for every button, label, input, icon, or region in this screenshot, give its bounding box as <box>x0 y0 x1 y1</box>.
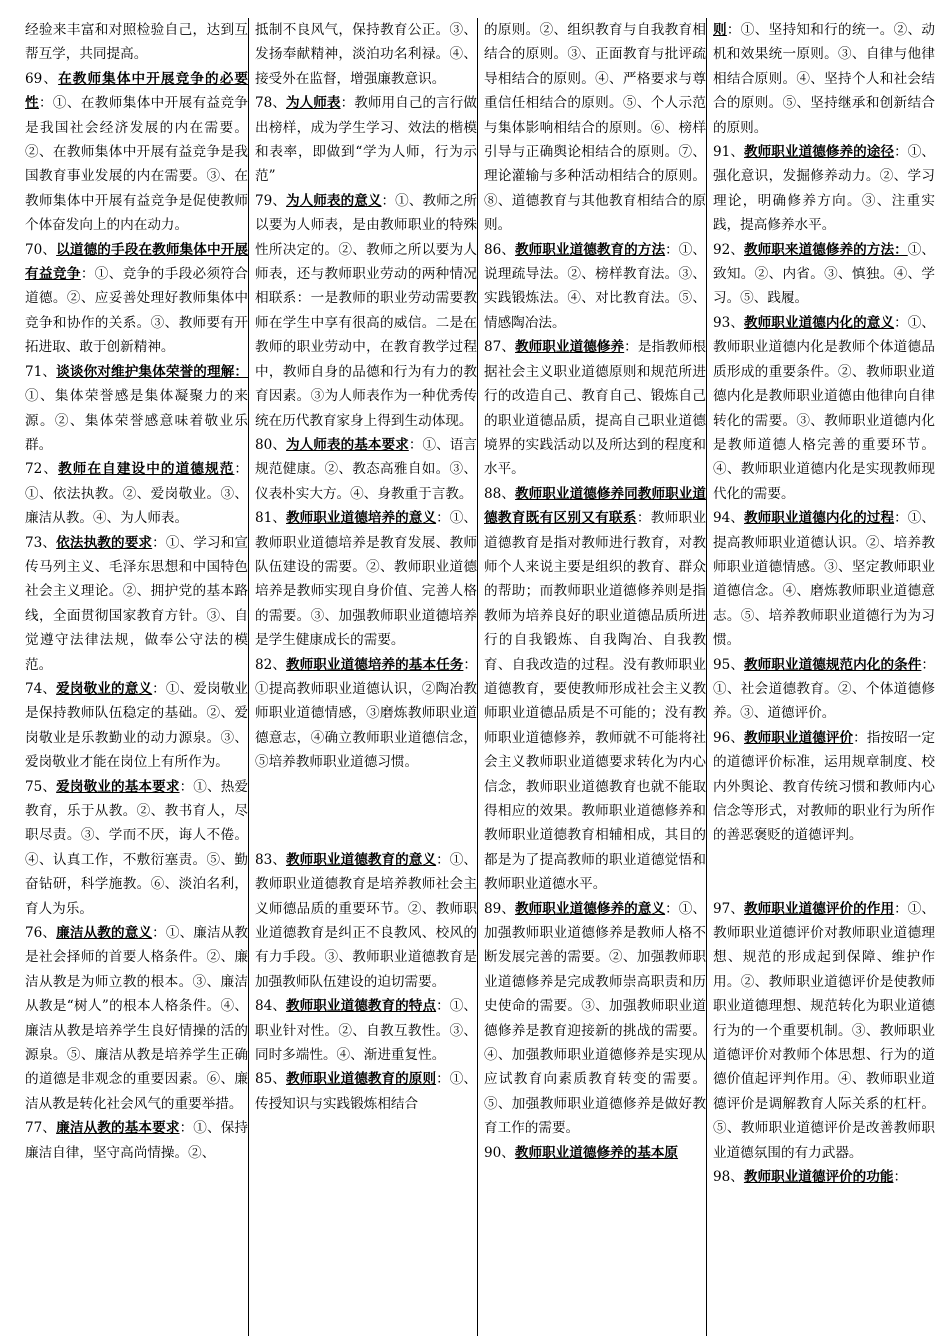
item-text: 抵制不良风气，保持教育公正。③、发扬奉献精神，淡泊功名利禄。④、接受外在监督，增强廉教意识。 <box>255 22 477 87</box>
paragraph-item <box>255 1067 477 1116</box>
paragraph-item <box>484 482 706 897</box>
item-number: 98、 <box>713 1169 744 1186</box>
item-text: ：①、强化意识，发掘修养动力。②、学习理论，明确修养方向。③、注重实践，提高修养水平。 <box>713 144 935 234</box>
item-heading: 爱岗敬业的意义 <box>56 680 153 697</box>
paragraph-item <box>713 18 935 140</box>
item-heading: 教师职业道德教育的特点 <box>286 998 437 1015</box>
item-heading: 依法执教的要求 <box>56 534 153 551</box>
paragraph-item <box>713 140 935 238</box>
item-number: 90、 <box>484 1144 515 1161</box>
paragraph-item <box>484 1141 706 1165</box>
item-number: 97、 <box>713 900 744 917</box>
item-number: 89、 <box>484 900 515 917</box>
paragraph-item <box>484 238 706 336</box>
item-heading: 教师职业道德评价 <box>744 729 854 746</box>
item-text: ：①、社会道德教育。②、个体道德修养。③、道德评价。 <box>713 656 935 722</box>
item-number: 70、 <box>25 241 57 258</box>
paragraph-item <box>25 18 248 67</box>
item-number: 82、 <box>255 656 286 673</box>
column-divider <box>477 18 478 1336</box>
item-heading: 教师职业道德修养的意义 <box>515 900 666 917</box>
blank-space <box>713 848 935 897</box>
text-column-3 <box>481 18 709 1336</box>
item-heading: 教师职业道德评价的作用 <box>744 900 895 917</box>
item-text: ：①、热爱教育，乐于从教。②、教书育人，尽职尽责。③、学而不厌，诲人不倦。④、认真工作，不敷衍塞责。⑤、勤奋钻研，科学施教。⑥、淡泊名利，育人为乐。 <box>25 778 249 917</box>
item-text: ①、致知。②、内省。③、慎独。④、学习。⑤、践履。 <box>713 241 935 307</box>
paragraph-item <box>25 531 248 677</box>
item-heading: 教师职业道德规范内化的条件 <box>744 656 922 673</box>
item-text: ①、集体荣誉感是集体凝聚力的来源。②、集体荣誉感意味着敬业乐群。 <box>25 388 248 453</box>
paragraph-item <box>484 897 706 1141</box>
column-divider <box>706 18 707 1336</box>
item-text: ：①、坚持知和行的统一。②、动机和效果统一原则。③、自律与他律相结合原则。④、坚持个人和社会结合的原则。⑤、坚持继承和创新结合的原则。 <box>713 22 936 136</box>
item-heading: 在教师集体中开展竞争的必要性 <box>25 70 248 112</box>
item-number: 86、 <box>484 241 515 258</box>
paragraph-item <box>255 433 477 506</box>
item-heading: 教师职业道德修养的途径 <box>744 144 895 161</box>
paragraph-item <box>25 775 248 921</box>
blank-space <box>255 775 477 848</box>
item-text: ：教师用自己的言行做出榜样，成为学生学习、效法的楷模和表率，即做到“学为人师，行为示范” <box>255 95 477 185</box>
paragraph-item <box>484 335 706 481</box>
paragraph-item <box>255 994 477 1067</box>
item-text: ：①、语言规范健康。②、教态高雅自如。③、仪表朴实大方。④、身教重于言教。 <box>255 436 477 502</box>
paragraph-item <box>255 653 477 775</box>
item-text: ：教师职业道德教育是指对教师进行教育，对教师个人来说主要是组织的教育、群众的帮助；而教师职业道德修养则是指教师为培养良好的职业道德品质所进行的自我锻炼、自我陶冶、自我教育、自我改造的过程。没有教师职业道德教育，要使教师形成社会主义教师职业道德品质是不可能的；没有教师职业道德修养，教师就不可能将社会主义教师职业道德要求转化为内心信念，教师职业道德教育也就不能取得相应的效果。教师职业道德修养和教师职业道德教育相辅相成，其目的都是为了提高教师的职业道德觉悟和教师职业道德水平。 <box>484 510 707 893</box>
item-text: ：①、教师职业道德教育是培养教师社会主义师德品质的重要环节。②、教师职业道德教育是纠正不良教风、校风的有力手段。③、教师职业道德教育是加强教师队伍建设的迫切需要。 <box>255 851 477 990</box>
item-text: 经验来丰富和对照检验自己，达到互帮互学，共同提高。 <box>25 22 248 63</box>
item-number: 85、 <box>255 1071 286 1088</box>
paragraph-item <box>255 848 477 994</box>
item-number: 75、 <box>25 778 57 795</box>
item-heading: 教师职业道德培养的意义 <box>286 510 437 527</box>
item-text: ：①提高教师职业道德认识，②陶冶教师职业道德情感，③磨炼教师职业道德意志，④确立教师职业道德信念，⑤培养教师职业道德习惯。 <box>255 656 477 771</box>
item-text: ：①、爱岗敬业是保持教师队伍稳定的基础。②、爱岗敬业是乐教勤业的动力源泉。③、爱岗敬业才能在岗位上有所作为。 <box>25 680 249 771</box>
paragraph-item <box>25 677 248 775</box>
item-number: 91、 <box>713 144 744 161</box>
item-text: ：是指教师根据社会主义职业道德原则和规范所进行的改造自己、教育自己、锻炼自己的职业道德品质，提高自己职业道德境界的实践活动以及所达到的程度和水平。 <box>484 339 706 478</box>
item-text: ：①、提高教师职业道德认识。②、培养教师职业道德情感。③、坚定教师职业道德信念。④、磨炼教师职业道德意志。⑤、培养教师职业道德行为为习惯。 <box>713 510 935 649</box>
paragraph-item <box>713 238 935 311</box>
item-number: 93、 <box>713 314 744 331</box>
item-heading: 教师职来道德修养的方法： <box>744 241 908 258</box>
paragraph-item <box>484 18 706 238</box>
item-text: ：①、教师职业道德评价对教师职业道德理想、规范的形成起到保障、维护作用。②、教师职业道德评价是使教师职业道德理想、规范转化为职业道德行为的一个重要机制。③、教师职业道德评价对教师个体思想、行为的道德价值起评判作用。④、教师职业道德评价是调解教育人际关系的杠杆。⑤、教师职业道德评价是改善教师职业道德氛围的有力武器。 <box>713 900 935 1161</box>
item-number: 79、 <box>255 192 286 209</box>
paragraph-item <box>25 360 248 458</box>
item-heading: 教师职业道德教育的原则 <box>286 1071 437 1088</box>
item-number: 69、 <box>25 70 59 87</box>
item-text: ：①、传授知识与实践锻炼相结合 <box>255 1071 477 1112</box>
item-number: 80、 <box>255 436 286 453</box>
item-heading: 为人师表 <box>286 95 341 112</box>
item-heading: 教师职业道德修养同教师职业道德教育既有区别又有联系 <box>484 485 706 527</box>
item-text: ：①、说理疏导法。②、榜样教育法。③、实践锻炼法。④、对比教育法。⑤、情感陶冶法。 <box>484 241 706 331</box>
item-text: ：①、保持廉洁自律，坚守高尚情操。②、 <box>25 1120 249 1161</box>
item-number: 92、 <box>713 241 744 258</box>
text-column-1 <box>22 18 251 1336</box>
item-heading: 廉洁从教的基本要求 <box>56 1120 180 1137</box>
item-heading: 廉洁从教的意义 <box>56 925 153 942</box>
item-heading: 教师职业道德教育的意义 <box>286 851 437 868</box>
item-heading: 则 <box>713 22 727 38</box>
paragraph-item <box>25 457 248 530</box>
item-number: 88、 <box>484 485 515 502</box>
item-heading: 教师职业道德培养的基本任务 <box>286 656 464 673</box>
text-column-2 <box>252 18 480 1336</box>
item-heading: 教师职业道德内化的意义 <box>744 314 895 331</box>
paragraph-item <box>713 506 935 652</box>
paragraph-item <box>713 1165 935 1189</box>
item-heading: 为人师表的基本要求 <box>286 436 409 453</box>
paragraph-item <box>25 67 248 238</box>
item-text: ：①、廉洁从教是社会择师的首要人格条件。②、廉洁从教是为师立教的根本。③、廉洁从教是“树人”的根本人格条件。④、廉洁从教是培养学生良好情操的活的源泉。⑤、廉洁从教是培养学生正确的道德是非观念的重要因素。⑥、廉洁从教是转化社会风气的重要举措。 <box>25 925 249 1112</box>
paragraph-item <box>25 238 248 360</box>
item-heading: 教师职业道德修养的基本原 <box>514 1144 679 1161</box>
item-text: ： <box>893 1169 908 1186</box>
item-heading: 教师职业道德评价的功能 <box>743 1169 894 1186</box>
item-number: 73、 <box>25 534 57 551</box>
column-divider <box>248 18 249 1336</box>
paragraph-item <box>255 18 477 91</box>
item-text: 的原则。②、组织教育与自我教育相结合的原则。③、正面教育与批评疏导相结合的原则。④、严格要求与尊重信任相结合的原则。⑤、个人示范与集体影响相结合的原则。⑥、榜样引导与正确舆论相结合的原则。⑦、理论灌输与多种活动相结合的原则。⑧、道德教育与其他教育相结合的原则。 <box>484 22 706 234</box>
paragraph-item <box>255 189 477 433</box>
text-column-4 <box>710 18 938 1336</box>
paragraph-item <box>713 726 935 848</box>
item-heading: 谈谈你对维护集体荣誉的理解： <box>56 363 248 380</box>
item-number: 72、 <box>25 461 59 478</box>
item-heading: 为人师表的意义 <box>286 192 382 209</box>
item-heading: 教师职业道德教育的方法 <box>515 241 666 258</box>
paragraph-item <box>25 921 248 1116</box>
item-text: ：指按昭一定的道德评价标准，运用规章制度、校内外舆论、教育传统习惯和教师内心信念等形式，对教师的职业行为所作的善恶褒贬的道德评判。 <box>713 729 935 844</box>
item-text: ：①、竞争的手段必须符合道德。②、应妥善处理好教师集体中竞争和协作的关系。③、教师要有开拓进取、敢于创新精神。 <box>25 266 249 356</box>
item-heading: 教师职业道德修养 <box>515 339 625 356</box>
item-text: ：①、职业针对性。②、自教互教性。③、同时多端性。④、渐进重复性。 <box>255 998 477 1064</box>
item-text: ：①、教师职业道德内化是教师个体道德品质形成的重要条件。②、教师职业道德内化是教师职业道德由他律向自律转化的需要。③、教师职业道德内化是教师道德人格完善的重要环节。④、教师职业道德内化是实现教师现代化的需要。 <box>713 314 935 502</box>
paragraph-item <box>713 897 935 1165</box>
item-number: 74、 <box>25 680 57 697</box>
item-heading: 爱岗敬业的基本要求 <box>56 778 180 795</box>
item-number: 96、 <box>713 729 744 746</box>
item-heading: 以道德的手段在教师集体中开展有益竞争 <box>25 241 248 283</box>
item-number: 95、 <box>713 656 744 673</box>
item-number: 84、 <box>255 998 286 1015</box>
item-number: 71、 <box>25 363 57 380</box>
paragraph-item <box>713 311 935 506</box>
item-text: ：①、依法执教。②、爱岗敬业。③、廉洁从教。④、为人师表。 <box>25 461 248 527</box>
item-number: 76、 <box>25 925 57 942</box>
paragraph-item <box>25 1116 248 1165</box>
paragraph-item <box>255 91 477 189</box>
item-text: ：①、在教师集体中开展有益竞争是我国社会经济发展的内在需要。②、在教师集体中开展有益竞争是我国教育事业发展的内在需要。③、在教师集体中开展有益竞争是促使教师个体奋发向上的内在动力。 <box>25 95 249 234</box>
item-number: 94、 <box>713 510 744 527</box>
item-number: 78、 <box>255 95 286 112</box>
item-number: 81、 <box>255 510 286 527</box>
item-heading: 教师在自建设中的道德规范 <box>58 461 235 478</box>
item-text: ：①、加强教师职业道德修养是教师人格不断发展完善的需要。②、加强教师职业道德修养是完成教师崇高职责和历史使命的需要。③、加强教师职业道德修养是教育迎接新的挑战的需要。④、加强教师职业道德修养是实现从应试教育向素质教育转变的需要。⑤、加强教师职业道德修养是做好教育工作的需要。 <box>484 900 706 1137</box>
paragraph-item <box>255 506 477 652</box>
item-number: 87、 <box>484 339 515 356</box>
item-text: ：①、教师之所以要为人师表，是由教师职业的特殊性所决定的。②、教师之所以要为人师表，还与教师职业劳动的两种情况相联系：一是教师的职业劳动需要教师在学生中享有很高的威信。二是在教师的职业劳动中，在教育教学过程中，教师自身的品德和行为有力的教育因素。③为人师表作为一种优秀传统在历代教育家身上得到生动体现。 <box>255 192 477 429</box>
item-number: 77、 <box>25 1120 57 1137</box>
item-heading: 教师职业道德内化的过程 <box>744 510 895 527</box>
item-number: 83、 <box>255 851 286 868</box>
item-text: ：①、教师职业道德培养是教育发展、教师队伍建设的需要。②、教师职业道德培养是教师实现自身价值、完善人格的需要。③、加强教师职业道德培养是学生健康成长的需要。 <box>255 510 477 649</box>
item-text: ：①、学习和宣传马列主义、毛泽东思想和中国特色社会主义理论。②、拥护党的基本路线，全面贯彻国家教育方针。③、自觉遵守法律法规，做奉公守法的模范。 <box>25 534 249 673</box>
paragraph-item <box>713 653 935 726</box>
